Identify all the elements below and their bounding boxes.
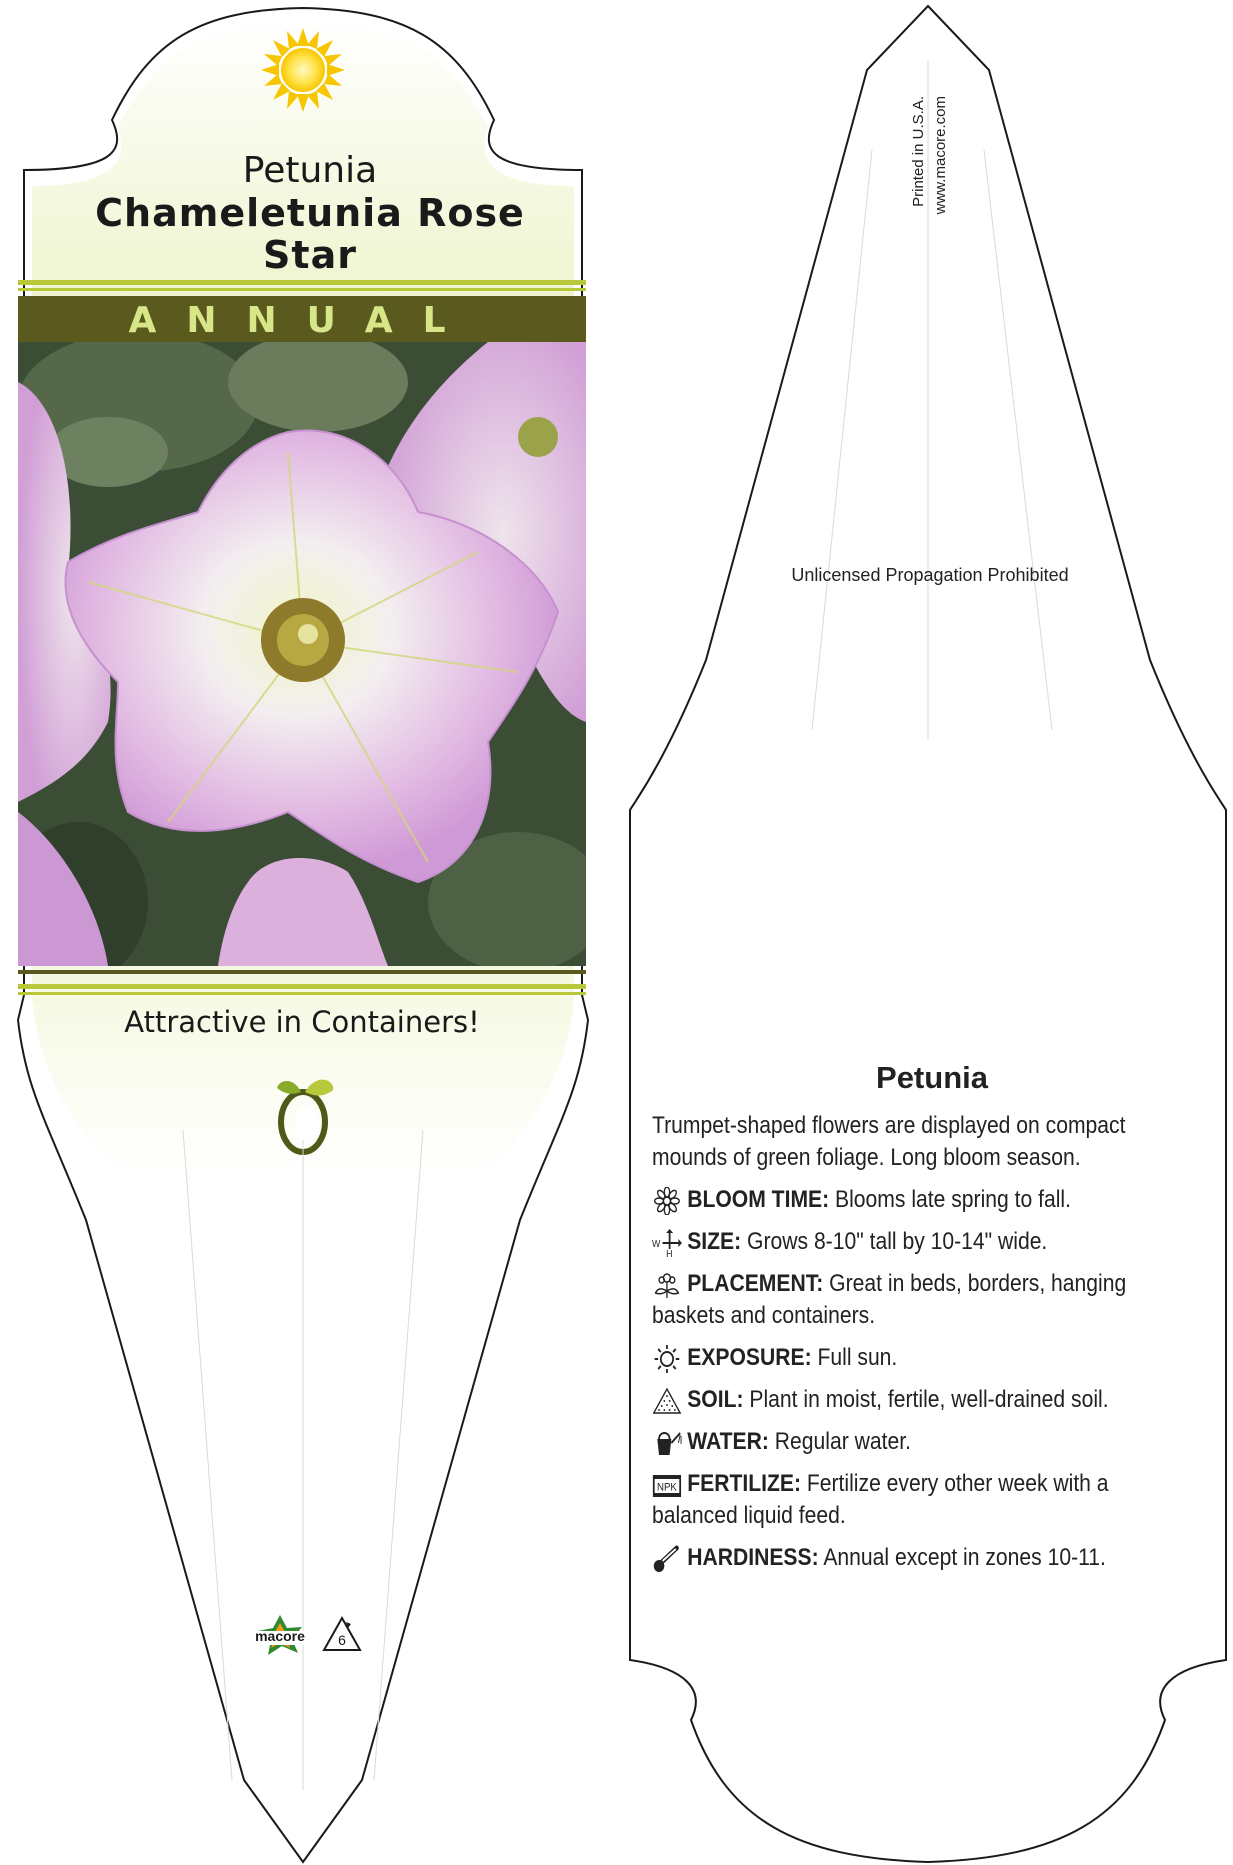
care-info [652,1060,1172,1574]
bloom-text: Blooms late spring to fall. [835,1186,1071,1213]
exposure-label: EXPOSURE: [687,1344,812,1371]
hardiness-text: Annual except in zones 10-11. [823,1544,1106,1571]
size-label: SIZE: [687,1228,742,1255]
soil-icon [652,1387,682,1415]
npk-icon [652,1471,682,1499]
water-label: WATER: [687,1428,769,1455]
plant-genus: Petunia [242,150,378,191]
soil-label: SOIL: [687,1386,744,1413]
flower-icon [652,1187,682,1215]
fertilize-text: Fertilize every other week with a balanced liquid feed. [652,1470,1109,1529]
watering-can-icon [652,1429,682,1457]
care-row-soil [652,1384,1162,1416]
care-row-size [652,1226,1162,1258]
variety-line-1: Chameletunia Rose [95,191,525,235]
care-row-bloom [652,1184,1162,1216]
macore-logo-text: macore [255,1628,305,1644]
placement-plant-icon [652,1271,682,1299]
petunia-photo [18,342,586,966]
recycle-code: 6 [338,1632,346,1648]
placement-text: Great in beds, borders, hanging baskets and containers. [652,1270,1127,1329]
water-text: Regular water. [774,1428,911,1455]
tagline: Attractive in Containers! [124,1005,480,1039]
care-row-water [652,1426,1162,1458]
placement-label: PLACEMENT: [687,1270,824,1297]
printed-label: Printed in U.S.A. [910,96,927,207]
website-label: www.macore.com [932,96,949,215]
size-arrows-icon [652,1229,682,1257]
category-label: ANNUAL [128,300,476,341]
soil-text: Plant in moist, fertile, well-drained soil. [749,1386,1109,1413]
care-row-placement [652,1268,1162,1332]
exposure-text: Full sun. [817,1344,898,1371]
care-row-fertilize [652,1468,1162,1532]
care-row-exposure [652,1342,1162,1374]
size-icon-w: W [652,1237,661,1249]
size-icon-h: H [666,1247,673,1257]
thermometer-icon [652,1545,682,1573]
fertilize-label: FERTILIZE: [687,1470,802,1497]
propagation-notice: Unlicensed Propagation Prohibited [791,565,1069,585]
care-row-hardiness [652,1542,1162,1574]
npk-icon-text: NPK [657,1481,677,1494]
size-text: Grows 8-10" tall by 10-14" wide. [747,1228,1048,1255]
hardiness-label: HARDINESS: [687,1544,819,1571]
sun-icon [261,28,345,112]
variety-line-2: Star [263,233,357,277]
bloom-label: BLOOM TIME: [687,1186,830,1213]
plant-description: Trumpet-shaped flowers are displayed on compact mounds of green foliage. Long bloom season. [652,1112,1126,1171]
back-title: Petunia [876,1060,988,1095]
plant-variety [20,192,600,276]
sun-outline-icon [652,1345,682,1373]
